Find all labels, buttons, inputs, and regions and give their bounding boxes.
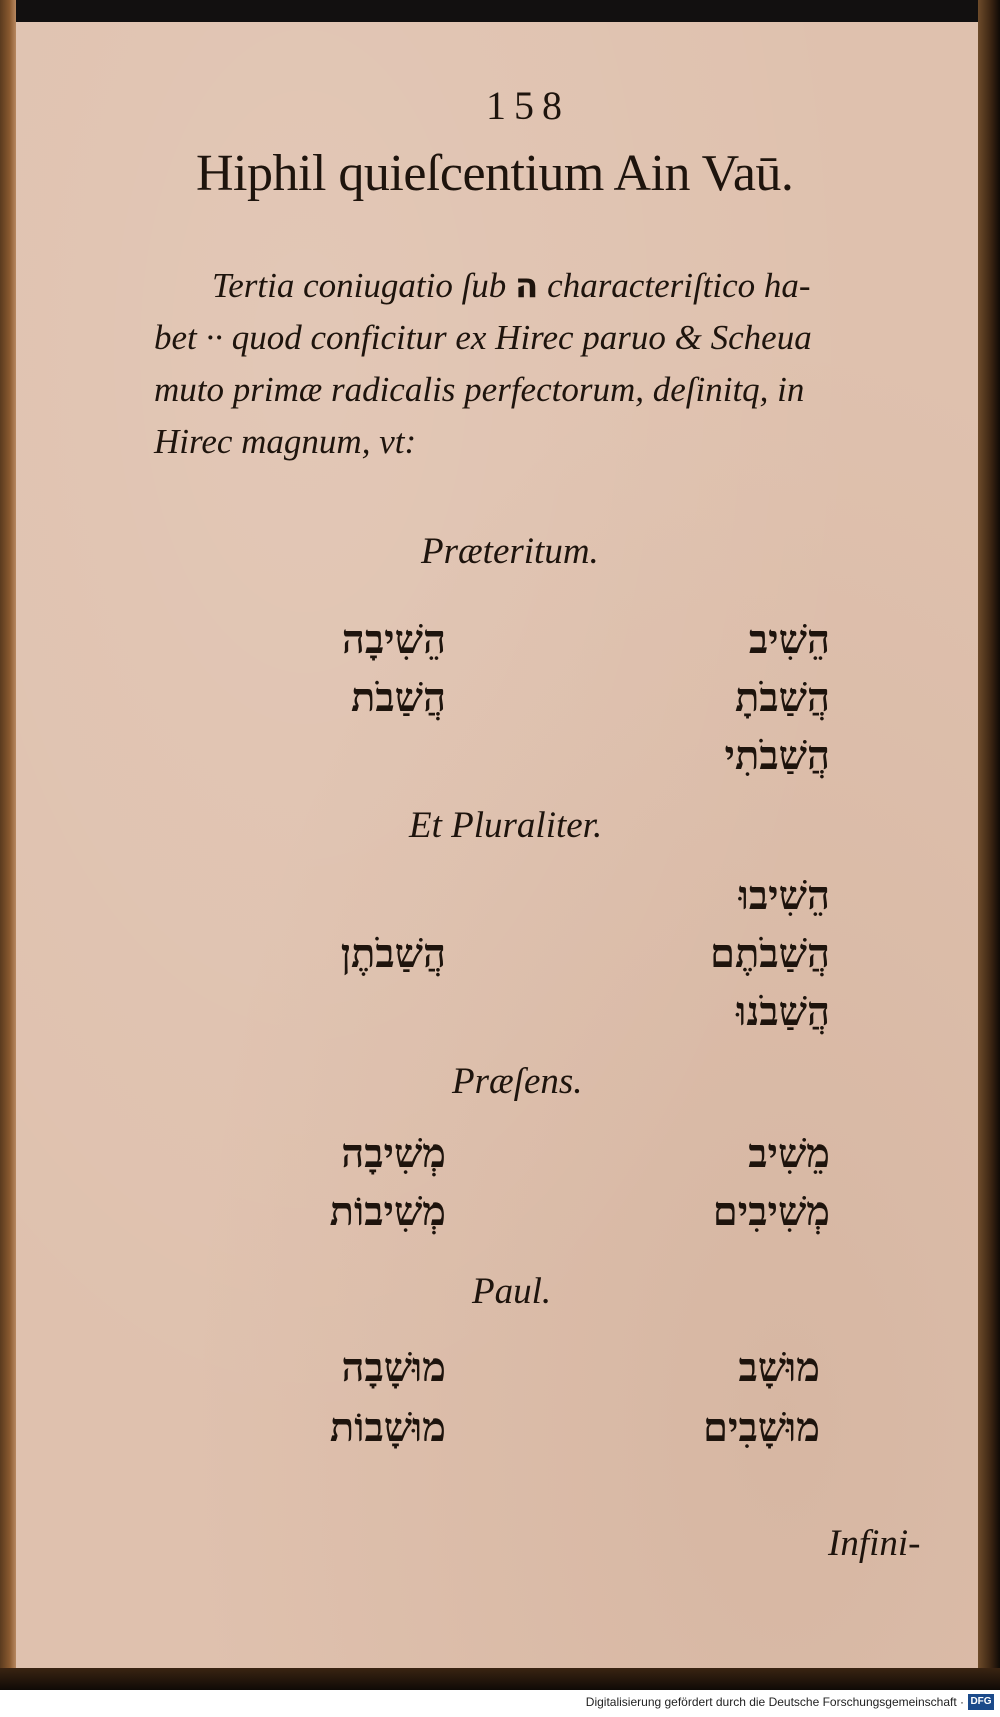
- section-title-pluraliter: Et Pluraliter.: [409, 805, 603, 846]
- hebrew-word: מוּשָׁב: [738, 1344, 820, 1391]
- funding-credit: Digitalisierung gefördert durch die Deutsche Forschungsgemeinschaft ·: [585, 1695, 964, 1709]
- hebrew-word: הֲשַׁבֹתֶן: [340, 930, 446, 977]
- hebrew-word: מְשִׁיבוֹת: [329, 1188, 446, 1235]
- hebrew-word: הֵשִׁיבוּ: [738, 872, 830, 919]
- dfg-logo-icon: DFG: [968, 1694, 994, 1710]
- page-number: 158: [486, 83, 570, 128]
- book-page: [16, 22, 978, 1668]
- hebrew-word: מוּשָׁבָה: [341, 1344, 446, 1391]
- hebrew-word: מוּשָׁבוֹת: [329, 1404, 446, 1451]
- hebrew-word: הֵשִׁיבָה: [341, 616, 446, 663]
- book-right-edge: [978, 0, 1000, 1690]
- section-title-paul: Paul.: [472, 1271, 552, 1312]
- hebrew-word: מוּשָׁבִים: [703, 1404, 820, 1451]
- hebrew-word: מְשִׁיבָה: [341, 1130, 446, 1177]
- book-top-edge: [0, 0, 1000, 22]
- section-title-preteritum: Præteritum.: [421, 531, 599, 572]
- intro-line-4: Hirec magnum, vt:: [154, 422, 417, 461]
- intro-line-2: bet ·· quod conficitur ex Hirec paruo & Scheua: [154, 318, 812, 357]
- hebrew-word: הֲשַׁבֹת: [351, 674, 446, 721]
- digitization-footer: [0, 1690, 1000, 1717]
- hebrew-word: הֲשַׁבֹתָ: [735, 674, 830, 721]
- book-bottom-edge: [0, 1668, 1000, 1690]
- book-binding-edge: [0, 0, 16, 1690]
- hebrew-word: הֵשִׁיב: [748, 616, 830, 663]
- page-title: Hiphil quieſcentium Ain Vaū.: [196, 145, 794, 202]
- hebrew-word: מֵשִׁיב: [748, 1130, 830, 1177]
- hebrew-word: הֲשַׁבֹתֶם: [710, 930, 830, 977]
- intro-line-1-post: characteriſtico ha-: [547, 266, 811, 305]
- intro-hebrew-letter: ה: [515, 266, 539, 306]
- intro-paragraph: [154, 260, 974, 468]
- intro-line-1: [154, 260, 974, 312]
- intro-line-3: muto primæ radicalis perfectorum, deſinitq, in: [154, 370, 805, 409]
- hebrew-word: הֲשַׁבֹתִי: [724, 732, 830, 779]
- hebrew-word: הֲשַׁבֹנוּ: [736, 988, 830, 1035]
- section-title-praesens: Præſens.: [452, 1061, 583, 1102]
- catchword: Infini-: [828, 1523, 921, 1564]
- hebrew-word: מְשִׁיבִים: [712, 1188, 830, 1235]
- intro-line-1-pre: Tertia coniugatio ſub: [212, 266, 507, 305]
